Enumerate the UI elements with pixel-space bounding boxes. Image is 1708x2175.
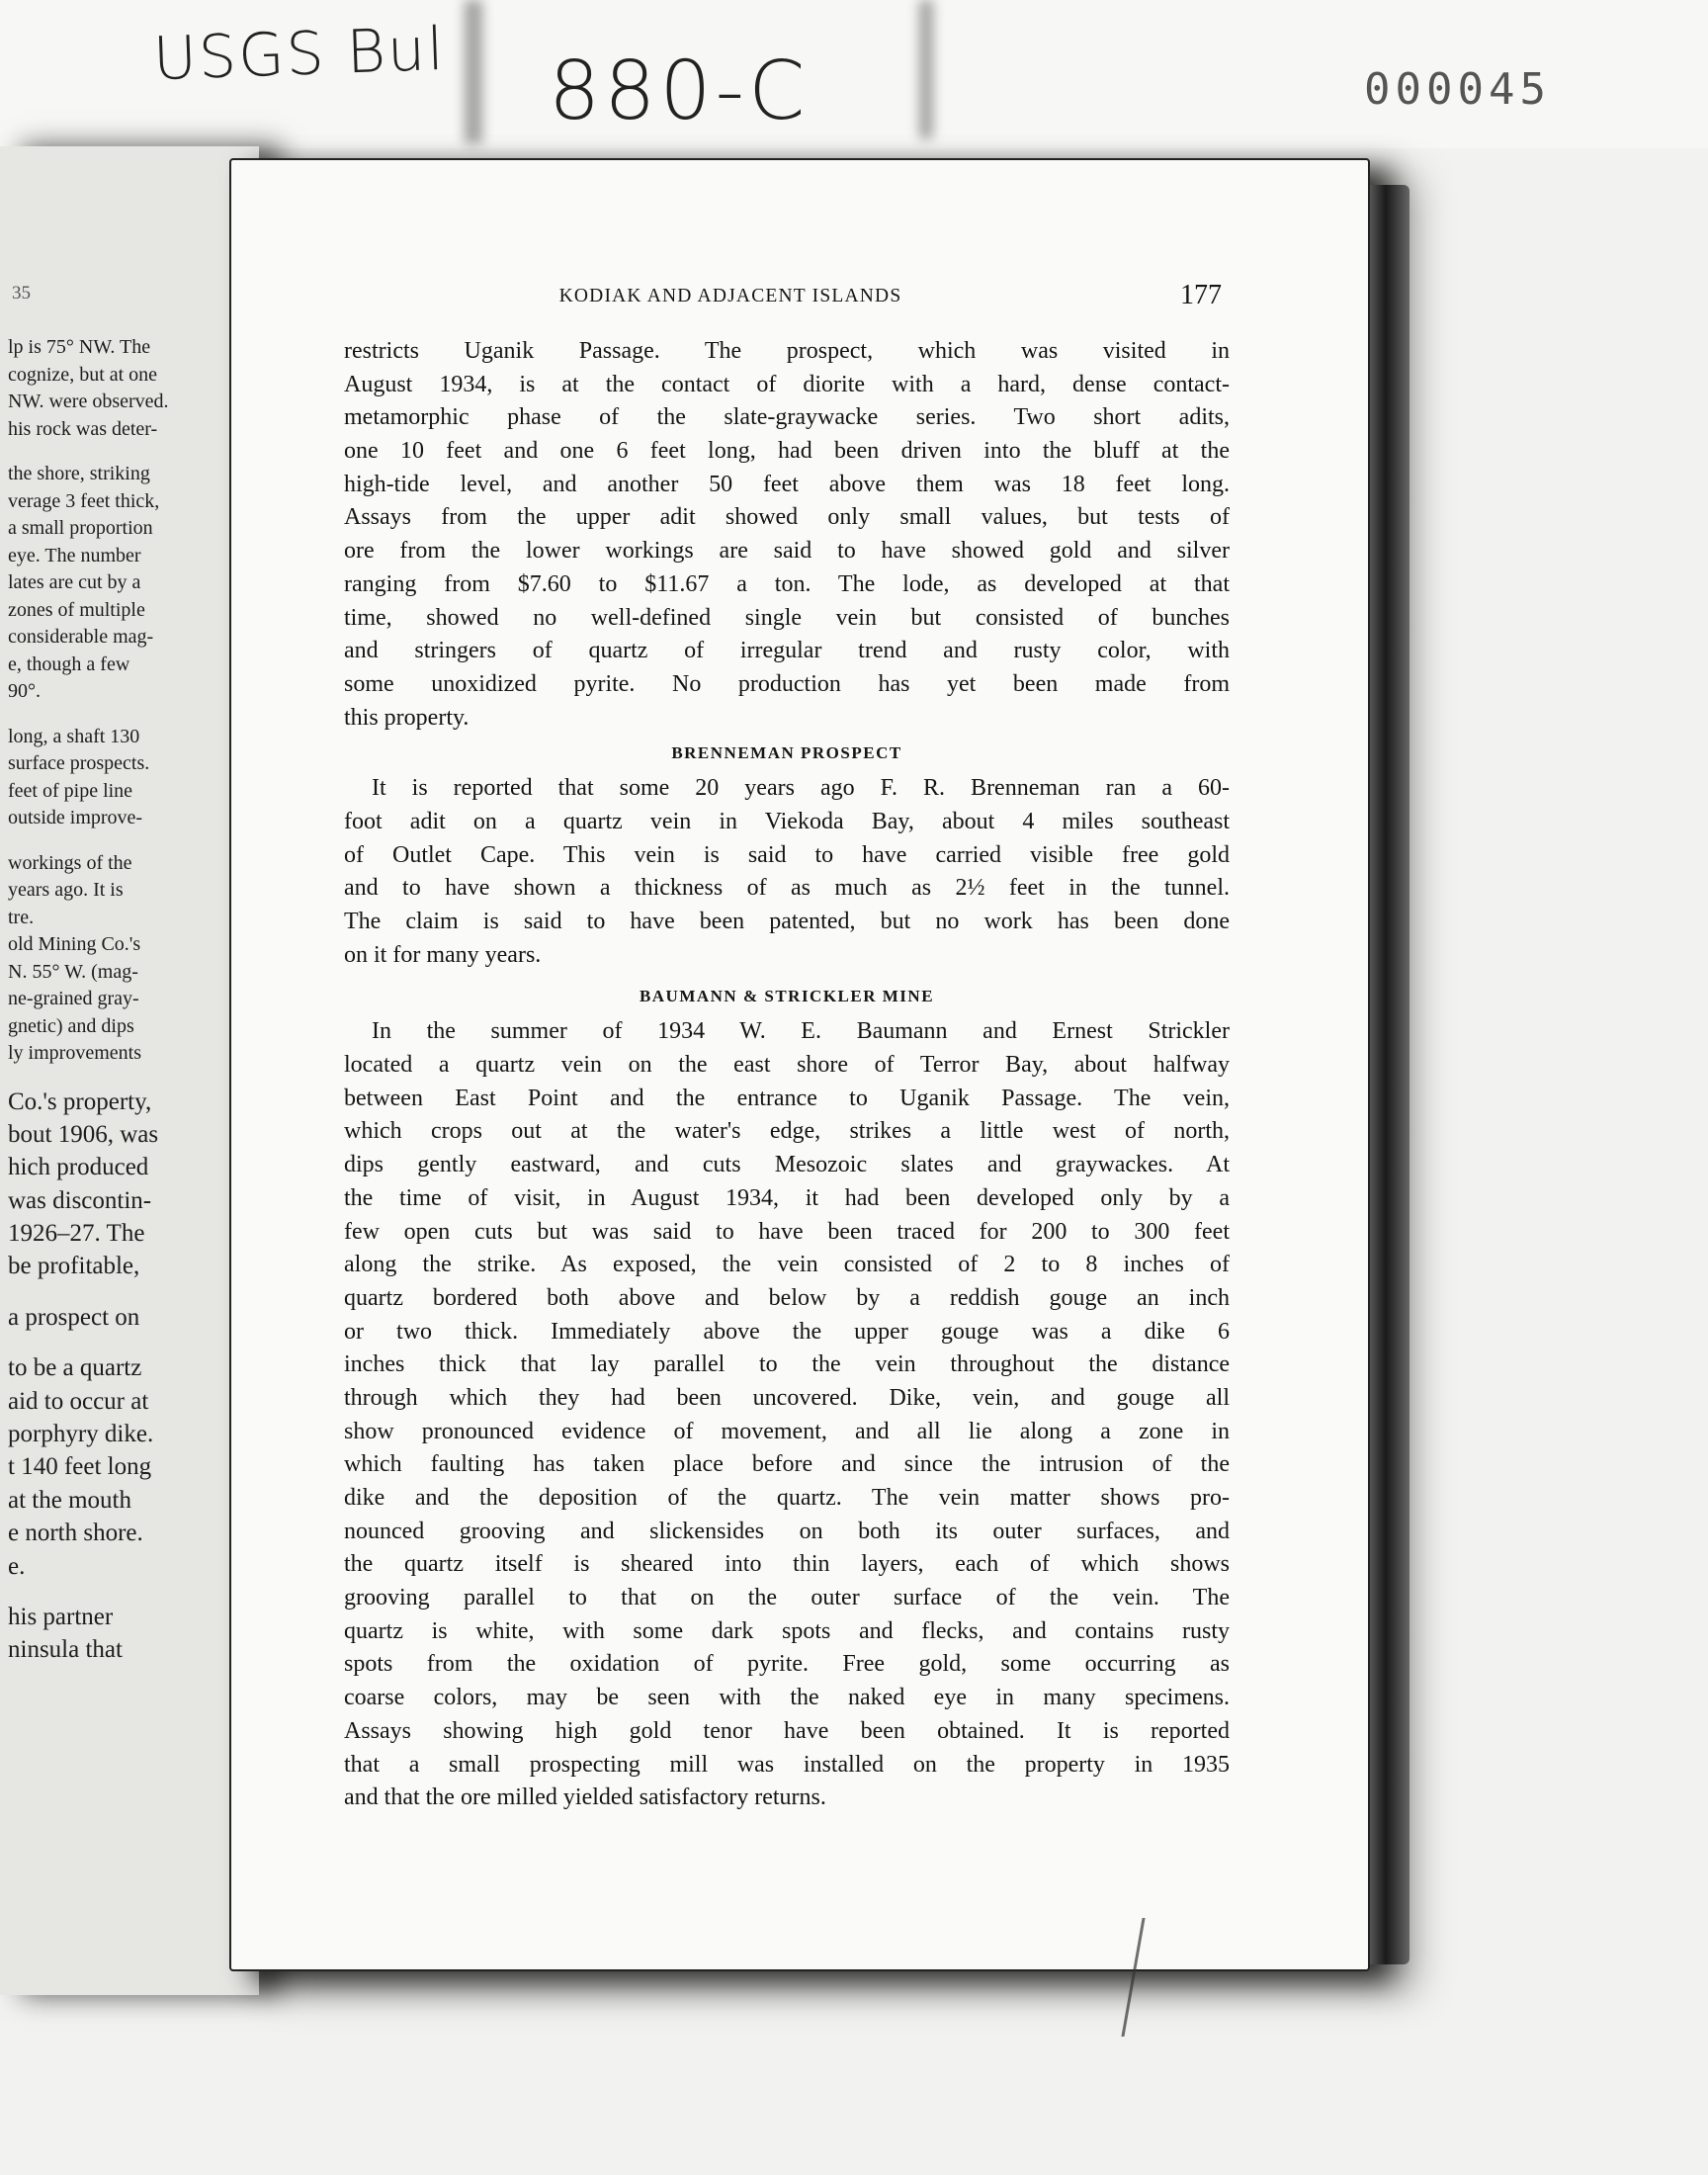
left-text-line: gnetic) and dips [8,1014,134,1037]
left-text-line: outside improve- [8,807,143,828]
left-text-line: NW. were observed. [8,391,169,412]
left-text-line: the shore, striking [8,463,150,484]
left-text-line: his partner [8,1603,114,1630]
left-text-line: years ago. It is [8,879,124,901]
left-text-line: surface prospects. [8,752,150,774]
paragraph-uganik-prospect [344,335,1230,735]
top-margin-strip [0,0,1708,148]
heading-baumann-strickler-mine: BAUMANN & STRICKLER MINE [639,987,935,1006]
text-line: quartz bordered both above and below by a reddish gouge an inch [344,1284,1230,1311]
text-line: along the strike. As exposed, the vein consisted of 2 to 8 inches of [344,1252,1230,1278]
text-line: between East Point and the entrance to Uganik Passage. The vein, [344,1085,1230,1111]
paragraph-brenneman-prospect [344,772,1230,972]
text-line: dike and the deposition of the quartz. The vein matter shows pro- [344,1485,1230,1511]
left-text-line: ninsula that [8,1636,123,1664]
text-line: this property. [344,704,470,731]
left-text-line: hich produced [8,1154,149,1181]
page-stamp-number: 000045 [1364,64,1551,115]
left-text-line: verage 3 feet thick, [8,489,160,512]
left-background-page [0,146,259,1995]
smudge-mark [465,0,482,143]
left-text-line: be profitable, [8,1253,140,1280]
text-line: ore from the lower workings are said to have showed gold and silver [344,538,1230,565]
left-text-line: e, though a few [8,652,130,675]
text-line: foot adit on a quartz vein in Viekoda Bay, about 4 miles southeast [344,808,1230,834]
text-line: and that the ore milled yielded satisfactory returns. [344,1784,826,1811]
left-text-line: ne-grained gray- [8,988,139,1009]
text-line: restricts Uganik Passage. The prospect, which was visited in [344,338,1230,364]
text-line: high-tide level, and another 50 feet above them was 18 feet long. [344,471,1230,497]
text-line: inches thick that lay parallel to the vein throughout the distance [344,1351,1230,1378]
left-text-line: aid to occur at [8,1387,149,1415]
left-text-line: considerable mag- [8,626,154,648]
text-line: the time of visit, in August 1934, it had been developed only by a [344,1184,1230,1211]
left-text-line: a small proportion [8,517,153,539]
left-text-line: cognize, but at one [8,363,158,386]
text-line: located a quartz vein on the east shore of Terror Bay, about halfway [344,1052,1230,1079]
left-text-line: old Mining Co.'s [8,933,141,955]
left-text-line: 90°. [8,680,41,702]
left-text-line: porphyry dike. [8,1421,154,1448]
left-text-line: tre. [8,906,35,928]
text-line: Assays from the upper adit showed only small values, but tests of [344,504,1230,531]
text-line: through which they had been uncovered. Dike, vein, and gouge all [344,1384,1230,1411]
paragraph-baumann-strickler-mine [344,1015,1230,1815]
left-text-line: feet of pipe line [8,779,133,802]
left-text-line: eye. The number [8,544,141,566]
handwritten-series-note: USGS Bul [151,14,447,95]
text-line: coarse colors, may be seen with the naked eye in many specimens. [344,1685,1230,1711]
left-text-line: lp is 75° NW. The [8,336,151,358]
text-line: few open cuts but was said to have been traced for 200 to 300 feet [344,1218,1230,1245]
text-line: the quartz itself is sheared into thin layers, each of which shows [344,1551,1230,1578]
left-text-line: t 140 feet long [8,1453,152,1481]
left-text-line: bout 1906, was [8,1120,159,1148]
text-line: Assays showing high gold tenor have been obtained. It is reported [344,1717,1230,1744]
handwritten-number-note: 880-C [549,44,810,138]
text-line: which faulting has taken place before and since the intrusion of the [344,1451,1230,1478]
text-line: quartz is white, with some dark spots and flecks, and contains rusty [344,1617,1230,1644]
text-line: one 10 feet and one 6 feet long, had been driven into the bluff at the [344,438,1230,465]
text-line: and to have shown a thickness of as much as 2½ feet in the tunnel. [344,875,1230,902]
left-text-line: lates are cut by a [8,571,141,593]
left-text-line: Co.'s property, [8,1088,152,1115]
text-line: of Outlet Cape. This vein is said to have carried visible free gold [344,841,1230,868]
text-line: and stringers of quartz of irregular trend and rusty color, with [344,638,1230,664]
text-line: nounced grooving and slickensides on both its outer surfaces, and [344,1518,1230,1544]
text-line: that a small prospecting mill was installed on the property in 1935 [344,1751,1230,1778]
text-line: or two thick. Immediately above the upper gouge was a dike 6 [344,1318,1230,1345]
text-line: The claim is said to have been patented, but no work has been done [344,909,1230,934]
text-line: dips gently eastward, and cuts Mesozoic slates and graywackes. At [344,1152,1230,1178]
smudge-mark [919,0,933,138]
text-line: It is reported that some 20 years ago F. R. Brenneman ran a 60- [372,775,1230,802]
left-text-line: zones of multiple [8,598,145,621]
left-text-line: at the mouth [8,1486,131,1514]
text-line: on it for many years. [344,941,542,968]
running-head: KODIAK AND ADJACENT ISLANDS [558,286,902,306]
text-line: which crops out at the water's edge, strikes a little west of north, [344,1118,1230,1145]
left-text-line: long, a shaft 130 [8,725,140,747]
text-line: grooving parallel to that on the outer surface of the vein. The [344,1585,1230,1611]
left-page-folio: 35 [12,283,31,304]
text-line: August 1934, is at the contact of diorite with a hard, dense contact- [344,371,1230,397]
text-line: ranging from $7.60 to $11.67 a ton. The lode, as developed at that [344,570,1230,597]
left-text-line: a prospect on [8,1303,140,1331]
left-text-line: N. 55° W. (mag- [8,960,138,983]
page-number: 177 [1180,280,1222,310]
left-text-line: ly improvements [8,1042,141,1064]
text-line: show pronounced evidence of movement, and all lie along a zone in [344,1418,1230,1444]
left-text-line: 1926–27. The [8,1220,145,1248]
text-line: In the summer of 1934 W. E. Baumann and Ernest Strickler [372,1018,1230,1045]
page-body [344,335,1230,1815]
left-text-line: e north shore. [8,1520,143,1547]
main-page [229,158,1370,1971]
left-text-line: workings of the [8,851,132,874]
text-line: some unoxidized pyrite. No production has yet been made from [344,670,1230,697]
left-text-line: was discontin- [8,1186,152,1214]
left-text-line: e. [8,1552,26,1580]
text-line: spots from the oxidation of pyrite. Free gold, some occurring as [344,1651,1230,1678]
heading-brenneman-prospect: BRENNEMAN PROSPECT [671,743,902,763]
left-text-line: his rock was deter- [8,417,158,440]
text-line: time, showed no well-defined single vein but consisted of bunches [344,604,1230,631]
left-page-text [8,334,259,1667]
left-text-line: to be a quartz [8,1354,142,1382]
text-line: metamorphic phase of the slate-graywacke series. Two short adits, [344,404,1230,431]
